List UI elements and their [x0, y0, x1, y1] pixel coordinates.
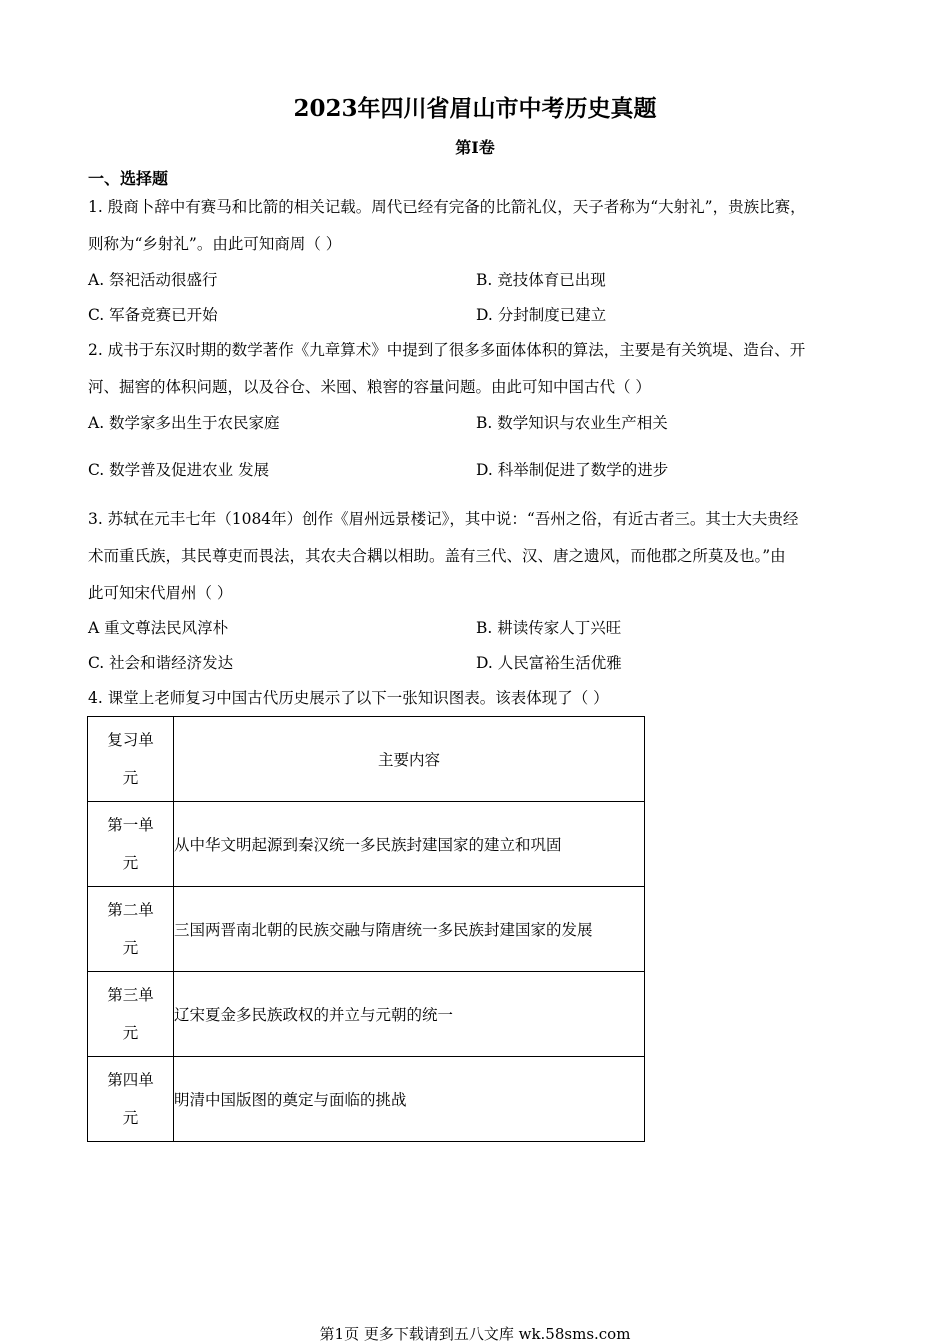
- page-title: 2023年四川省眉山市中考历史真题: [293, 95, 657, 122]
- table-header-cell: 复习单元: [88, 717, 174, 802]
- table-cell-content: 从中华文明起源到秦汉统一多民族封建国家的建立和巩固: [174, 802, 645, 887]
- question-3-stem-cont-1: 术而重氏族，其民尊吏而畏法，其农夫合耦以相助。盖有三代、汉、唐之遗风，而他郡之所莫及也。”由: [88, 547, 786, 565]
- question-4-stem: 4. 课堂上老师复习中国古代历史展示了以下一张知识图表。该表体现了（ ）: [88, 689, 609, 707]
- question-2-stem: 2. 成书于东汉时期的数学著作《九章算术》中提到了很多多面体体积的算法，主要是有关筑堤、造台、开: [88, 341, 806, 359]
- question-3-option-c: C. 社会和谐经济发达: [88, 654, 234, 672]
- table-cell-unit: 第一单元: [88, 802, 174, 887]
- question-2-option-d: D. 科举制促进了数学的进步: [476, 461, 669, 479]
- table-cell-unit: 第四单元: [88, 1057, 174, 1142]
- question-2-option-c: C. 数学普及促进农业 发展: [88, 461, 270, 479]
- table-cell-content: 明清中国版图的奠定与面临的挑战: [174, 1057, 645, 1142]
- table-cell-unit: 第三单元: [88, 972, 174, 1057]
- section-heading: 一、选择题: [88, 169, 169, 188]
- question-3-stem: 3. 苏轼在元丰七年（1084年）创作《眉州远景楼记》，其中说：“吾州之俗，有近古者三。其士大夫贵经: [88, 510, 799, 528]
- table-cell-content: 三国两晋南北朝的民族交融与隋唐统一多民族封建国家的发展: [174, 887, 645, 972]
- table-cell-content: 辽宋夏金多民族政权的并立与元朝的统一: [174, 972, 645, 1057]
- question-3-option-a: A 重文尊法民风淳朴: [88, 619, 229, 637]
- question-3-option-d: D. 人民富裕生活优雅: [476, 654, 622, 672]
- question-2-option-a: A. 数学家多出生于农民家庭: [88, 414, 280, 432]
- review-table: [87, 716, 645, 1142]
- question-1-option-a: A. 祭祀活动很盛行: [88, 271, 218, 289]
- table-row: [88, 1057, 645, 1142]
- table-row: [88, 802, 645, 887]
- question-1-stem-cont: 则称为“乡射礼”。由此可知商周（ ）: [88, 235, 342, 253]
- question-2-option-b: B. 数学知识与农业生产相关: [476, 414, 668, 432]
- question-1-option-b: B. 竞技体育已出现: [476, 271, 606, 289]
- question-3-stem-cont-2: 此可知宋代眉州（ ）: [88, 584, 233, 602]
- table-header-row: [88, 717, 645, 802]
- question-2-stem-cont: 河、掘窖的体积问题，以及谷仓、米囤、粮窖的容量问题。由此可知中国古代（ ）: [88, 378, 651, 396]
- table-header-cell: 主要内容: [174, 717, 645, 802]
- table-cell-unit: 第二单元: [88, 887, 174, 972]
- table-row: [88, 887, 645, 972]
- question-1-option-c: C. 军备竞赛已开始: [88, 306, 218, 324]
- page-footer: 第1页 更多下载请到五八文库 wk.58sms.com: [319, 1325, 631, 1343]
- volume-label: 第I卷: [455, 138, 495, 157]
- table-row: [88, 972, 645, 1057]
- question-3-option-b: B. 耕读传家人丁兴旺: [476, 619, 622, 637]
- question-1-option-d: D. 分封制度已建立: [476, 306, 607, 324]
- question-1-stem: 1. 殷商卜辞中有赛马和比箭的相关记载。周代已经有完备的比箭礼仪，天子者称为“大射礼”，贵族比赛，: [88, 198, 806, 216]
